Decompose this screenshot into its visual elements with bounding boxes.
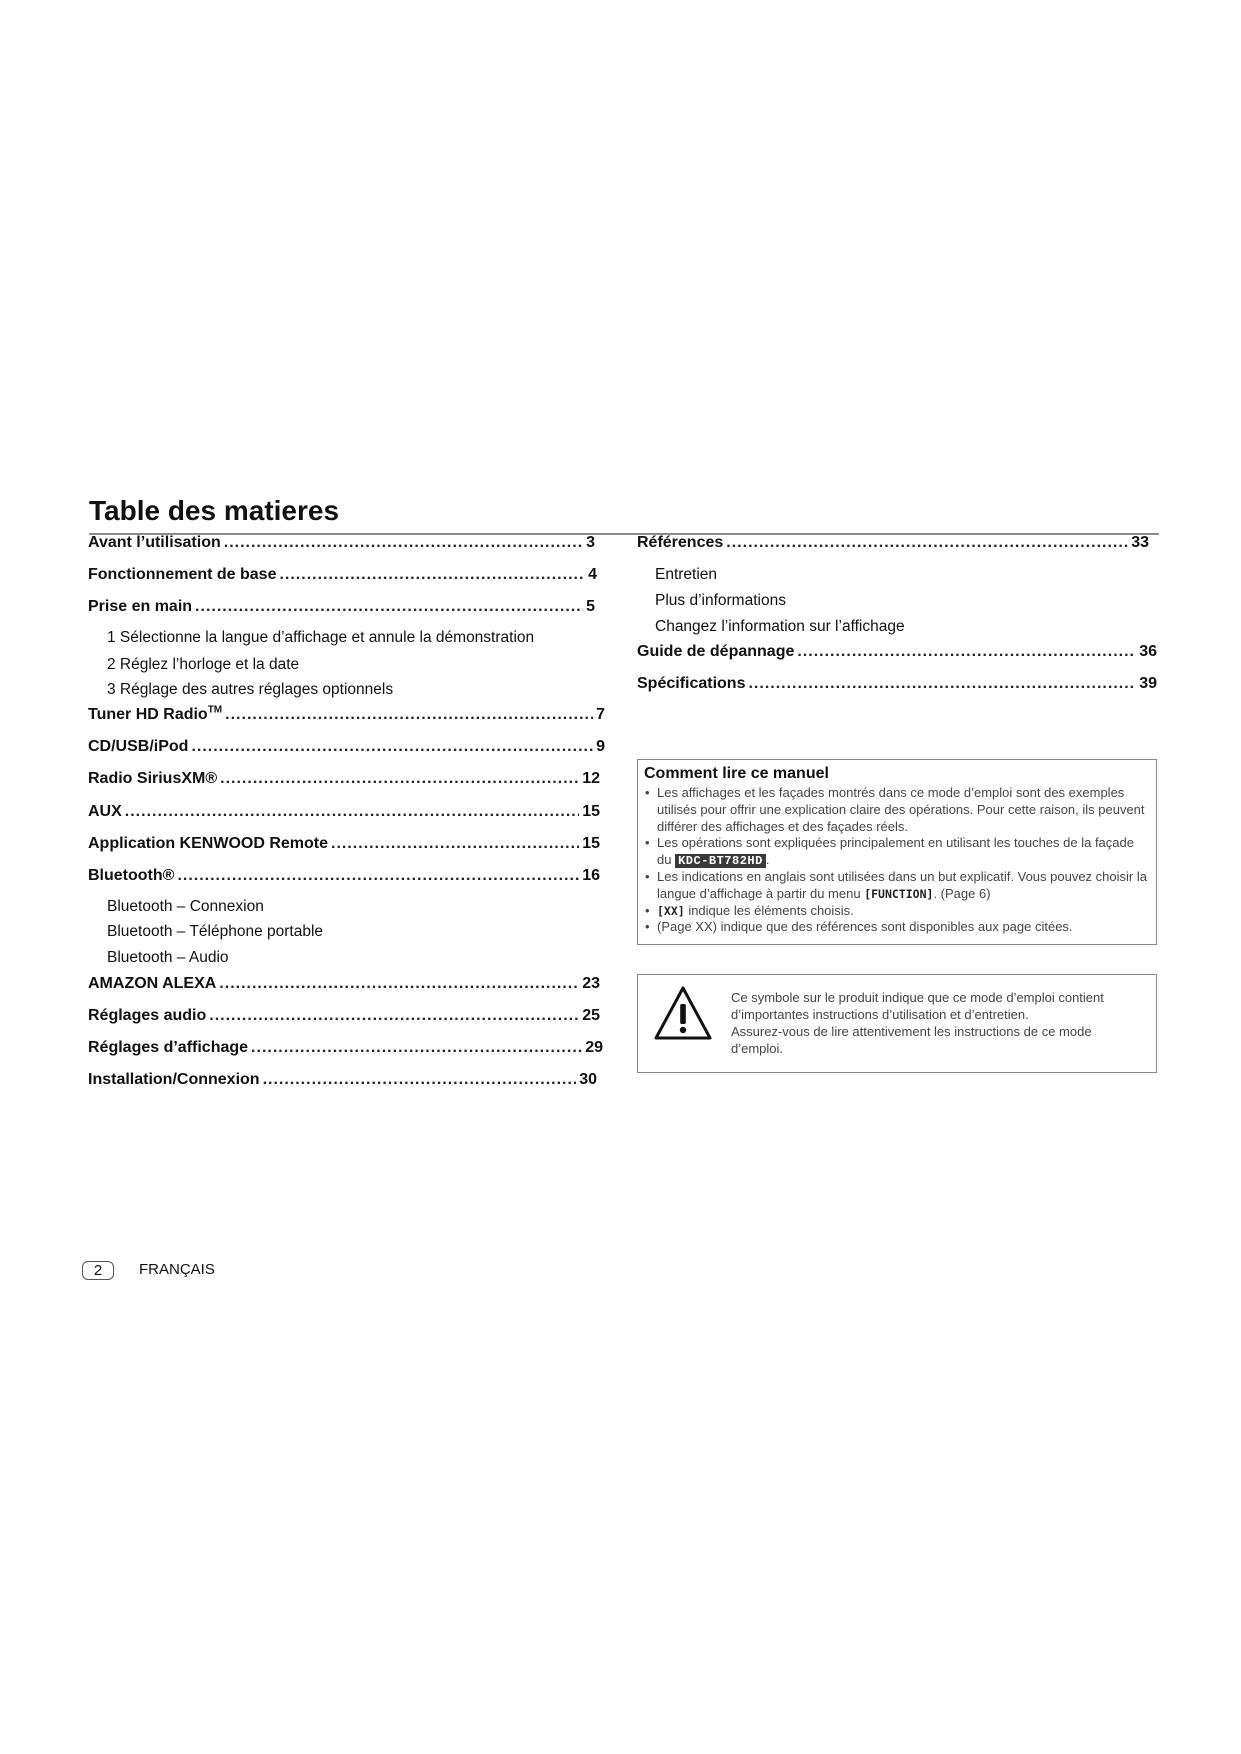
how-to-read-title: Comment lire ce manuel xyxy=(644,765,829,782)
toc-entry-depannage[interactable] xyxy=(637,641,1157,663)
toc-page: 16 xyxy=(582,867,600,884)
toc-label: AUX xyxy=(88,803,122,820)
dot-leader xyxy=(125,801,579,823)
toc-subitem[interactable]: Bluetooth – Audio xyxy=(107,949,229,966)
toc-page: 29 xyxy=(585,1039,603,1056)
toc-page: 3 xyxy=(586,534,595,551)
toc-entry-cd[interactable] xyxy=(88,736,605,758)
toc-label: CD/USB/iPod xyxy=(88,738,189,755)
toc-entry-fonctionnement[interactable] xyxy=(88,564,597,586)
toc-label: Réglages d’affichage xyxy=(88,1039,249,1056)
toc-page: 39 xyxy=(1139,675,1157,692)
toc-label: AMAZON ALEXA xyxy=(88,975,217,992)
toc-page: 30 xyxy=(579,1071,597,1088)
toc-page: 33 xyxy=(1131,534,1149,551)
toc-entry-references[interactable] xyxy=(637,532,1149,554)
bullet-end: . xyxy=(765,852,770,868)
dot-leader xyxy=(797,641,1136,663)
toc-page: 4 xyxy=(588,566,597,583)
dot-leader xyxy=(209,1005,579,1027)
toc-subitem[interactable]: Bluetooth – Connexion xyxy=(107,898,264,915)
bullet-text: Les indications en anglais sont utilisées dans un but explicatif. Vous pouvez choisir la langue d’affichage à partir du menu xyxy=(657,868,1147,901)
toc-page: 9 xyxy=(596,738,605,755)
toc-entry-installation[interactable] xyxy=(88,1069,597,1091)
toc-label: Avant l’utilisation xyxy=(88,534,221,551)
bullet-text: Les opérations sont expliquées principalement en utilisant les touches de la façade du xyxy=(657,835,1134,868)
toc-page: 25 xyxy=(582,1007,600,1024)
toc-entry-audio[interactable] xyxy=(88,1005,600,1027)
warning-box xyxy=(637,974,1157,1073)
dot-leader xyxy=(191,736,593,758)
dot-leader xyxy=(177,865,579,887)
dot-leader xyxy=(251,1037,582,1059)
dot-leader xyxy=(263,1069,577,1091)
toc-label: Prise en main xyxy=(88,598,193,615)
toc-label: Radio SiriusXM® xyxy=(88,770,218,787)
dot-leader xyxy=(195,596,583,618)
toc-subitem[interactable]: 1 Sélectionne la langue d’affichage et annule la démonstration xyxy=(107,629,535,646)
item-key-label: [XX] xyxy=(657,903,685,918)
model-badge: KDC-BT782HD xyxy=(675,854,766,868)
warning-triangle-icon xyxy=(653,985,713,1041)
how-to-read-bullet: • (Page XX) indique que des références sont disponibles aux page citées. xyxy=(644,919,1149,936)
dot-leader xyxy=(224,532,583,554)
toc-label: Réglages audio xyxy=(88,1007,207,1024)
warning-line: Assurez-vous de lire attentivement les instructions de ce mode d’emploi. xyxy=(731,1024,1092,1056)
how-to-read-bullet xyxy=(644,903,1149,920)
page-language: FRANÇAIS xyxy=(139,1261,215,1278)
dot-leader xyxy=(726,532,1128,554)
toc-page: 15 xyxy=(582,835,600,852)
toc-subitem[interactable]: Bluetooth – Téléphone portable xyxy=(107,923,324,940)
toc-label: Fonctionnement de base xyxy=(88,566,277,583)
toc-entry-tuner[interactable] xyxy=(88,704,605,726)
toc-entry-aux[interactable] xyxy=(88,801,600,823)
toc-entry-avant[interactable] xyxy=(88,532,595,554)
how-to-read-bullet: • Les affichages et les façades montrés dans ce mode d’emploi sont des exemples utilisés pour offrir une explication claire des opérations. Pour cette raison, ils peuvent différer des affichages et des façades réels. xyxy=(644,785,1149,835)
how-to-read-box xyxy=(637,759,1157,945)
dot-leader xyxy=(219,973,579,995)
bullet-text: indique les éléments choisis. xyxy=(684,902,854,918)
toc-page: 5 xyxy=(586,598,595,615)
dot-leader xyxy=(225,704,593,726)
dot-leader xyxy=(279,564,585,586)
page-number: 2 xyxy=(82,1261,114,1280)
toc-label: Application KENWOOD Remote xyxy=(88,835,329,852)
toc-label: Spécifications xyxy=(637,675,746,692)
toc-subitem[interactable]: Plus d’informations xyxy=(655,592,786,609)
toc-label: Installation/Connexion xyxy=(88,1071,260,1088)
how-to-read-bullet xyxy=(644,835,1149,869)
function-key-label: [FUNCTION] xyxy=(864,886,934,901)
how-to-read-bullet xyxy=(644,869,1149,903)
bullet-end: . (Page 6) xyxy=(933,885,991,901)
toc-label: Références xyxy=(637,534,724,551)
toc-entry-alexa[interactable] xyxy=(88,973,600,995)
toc-page: 12 xyxy=(582,770,600,787)
toc-subitem[interactable]: 3 Réglage des autres réglages optionnels xyxy=(107,681,394,698)
toc-label: Guide de dépannage xyxy=(637,643,795,660)
toc-label-text: Tuner HD Radio xyxy=(88,706,208,723)
warning-line: Ce symbole sur le produit indique que ce mode d’emploi contient d’importantes instructions d’utilisation et d’entretien. xyxy=(731,990,1104,1022)
toc-page: 15 xyxy=(582,803,600,820)
toc-entry-specifications[interactable] xyxy=(637,673,1157,695)
warning-text xyxy=(731,989,1146,1057)
toc-subitem[interactable]: 2 Réglez l’horloge et la date xyxy=(107,656,300,673)
toc-entry-affichage[interactable] xyxy=(88,1037,603,1059)
dot-leader xyxy=(331,833,579,855)
toc-entry-sirius[interactable] xyxy=(88,768,600,790)
toc-label xyxy=(88,704,222,726)
how-to-read-list xyxy=(644,785,1149,936)
toc-subitem[interactable]: Entretien xyxy=(655,566,718,583)
dot-leader xyxy=(220,768,579,790)
dot-leader xyxy=(748,673,1136,695)
toc-entry-kenwood[interactable] xyxy=(88,833,600,855)
toc-page: 36 xyxy=(1139,643,1157,660)
toc-label: Bluetooth® xyxy=(88,867,175,884)
page-title: Table des matieres xyxy=(89,495,340,526)
toc-entry-prise[interactable] xyxy=(88,596,595,618)
toc-entry-bluetooth[interactable] xyxy=(88,865,600,887)
toc-page: 7 xyxy=(596,706,605,723)
trademark-superscript: TM xyxy=(207,704,223,716)
toc-page: 23 xyxy=(582,975,600,992)
toc-subitem[interactable]: Changez l’information sur l’affichage xyxy=(655,618,905,635)
